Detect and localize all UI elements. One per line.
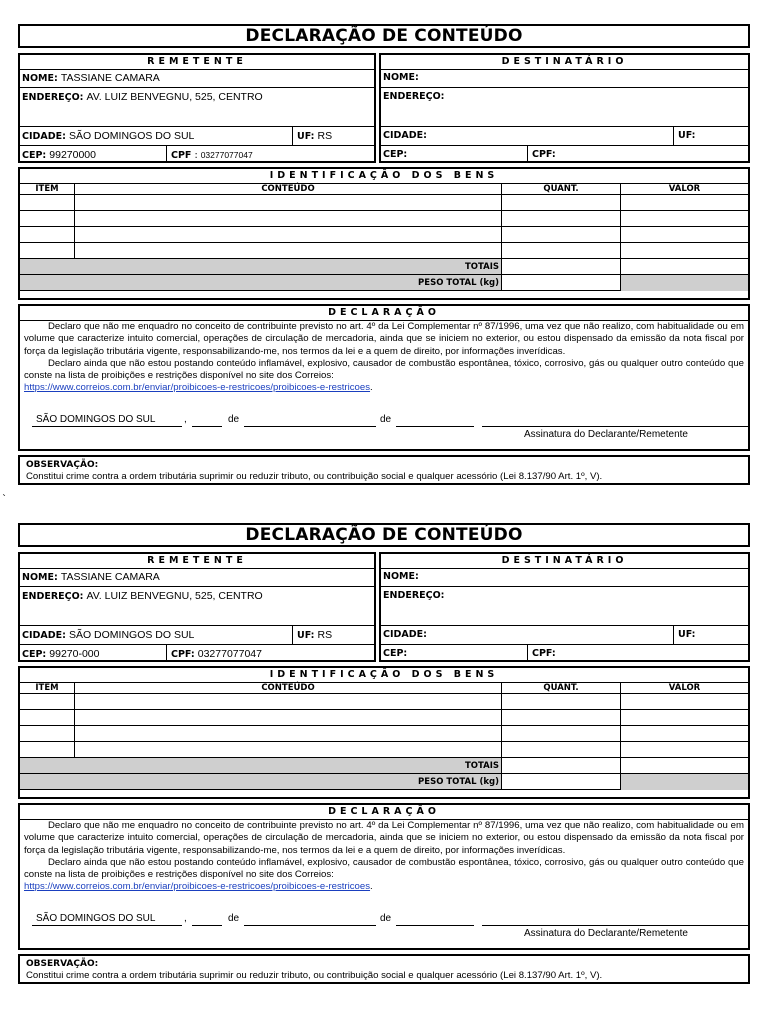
goods-section [18,167,750,300]
recipient-city-row[interactable] [381,127,748,146]
declaration-paragraph-2: Declaro ainda que não estou postando conteúdo inflamável, explosivo, causador de combustão espontânea, tóxico, corrosivo, gás ou qualquer outro conteúdo que conste na lista de proibições e restrições disponível no site dos Correios: [24,856,744,881]
recipient-uf-label: UF: [678,130,696,141]
table-row[interactable] [20,726,748,742]
sender-section [18,552,376,662]
weight-label: PESO TOTAL (kg) [20,774,502,790]
sender-cep-label: CEP: [22,649,47,660]
declaration-text: Declaro que não me enquadro no conceito de contribuinte previsto no art. 4º da Lei Complementar nº 87/1996, uma vez que não realizo, com habitualidade ou em volume que caracterize intuito comercial, operações de circulação de mercadoria, ainda que se iniciem no exterior, ou estou dispensado da emissão da nota fiscal por força da legislação tributária vigente, responsabilizando-me, nos termos da lei e a quem de direito, por informações inverídicas. Declaro ainda que não estou postando conteúdo inflamável, explosivo, causador de combustão espontânea, tóxico, corrosivo, gás ou qualquer outro conteúdo que conste na lista de proibições e restrições disponível no site dos Correios: https://www.correios.com.br/enviar/proibicoes-e-restricoes/proibicoes-e-restricoes. [24,321,744,394]
recipient-name-label: NOME: [383,571,419,582]
recipient-cep-label: CEP: [383,648,408,659]
col-content: CONTEÚDO [75,682,502,694]
goods-header: IDENTIFICAÇÃO DOS BENS [20,169,748,184]
declaration-paragraph-1: Declaro que não me enquadro no conceito de contribuinte previsto no art. 4º da Lei Complementar nº 87/1996, uma vez que não realizo, com habitualidade ou em volume que caracterize intuito comercial, operações de circulação de mercadoria, ainda que se iniciem no exterior, ou estou dispensado da emissão da nota fiscal por força da legislação tributária vigente, responsabilizando-me, nos termos da lei e a quem de direito, por informações inverídicas. [24,321,744,357]
recipient-uf-label: UF: [678,629,696,640]
sender-uf-value: RS [317,130,333,142]
sender-cep-row[interactable]: CEP: 99270000 CPF : 03277077047 [20,146,374,163]
recipient-city-label: CIDADE: [383,629,427,640]
sender-city-row[interactable] [20,626,374,645]
table-row[interactable] [20,211,748,227]
goods-table [20,183,748,291]
sender-city-row[interactable] [20,127,374,146]
correios-link[interactable]: https://www.correios.com.br/enviar/proibicoes-e-restricoes/proibicoes-e-restricoes [24,881,371,893]
sender-uf-label: UF: [297,131,315,142]
de-1: de [228,913,240,924]
form-title: DECLARAÇÃO DE CONTEÚDO [18,24,750,48]
sender-cpf-value: 03277077047 [197,648,262,660]
recipient-cpf-label: CPF: [532,149,556,160]
recipient-city-row[interactable] [381,626,748,645]
sender-address-row[interactable] [20,88,374,127]
sender-name-value: TASSIANE CAMARA [60,72,160,84]
recipient-name-row[interactable] [381,69,748,88]
recipient-section [379,552,750,662]
recipient-header: DESTINATÁRIO [381,55,748,70]
col-value: VALOR [621,682,749,694]
signature-caption: Assinatura do Declarante/Remetente [524,928,688,939]
sender-cep-row[interactable] [20,645,374,662]
signature-line: SÃO DOMINGOS DO SUL , de de Assinatura do Declarante/Remetente [24,913,744,943]
col-item: ITEM [20,183,75,195]
sender-name-row[interactable] [20,69,374,88]
month-field[interactable] [244,913,376,926]
observation-section [18,954,750,984]
month-field[interactable] [244,414,376,427]
col-content: CONTEÚDO [75,183,502,195]
weight-value[interactable] [502,774,621,790]
sender-address-label: ENDEREÇO: [22,92,84,103]
totals-label: TOTAIS [20,758,502,774]
totals-quantity[interactable] [502,259,621,275]
goods-table [20,682,748,790]
recipient-cep-label: CEP: [383,149,408,160]
totals-label: TOTAIS [20,259,502,275]
sender-city-label: CIDADE: [22,131,66,142]
sender-name-label: NOME: [22,73,58,84]
sender-cpf-value: 03277077047 [200,150,253,160]
totals-quantity[interactable] [502,758,621,774]
observation-label: OBSERVAÇÃO: [26,460,99,470]
sender-uf-value: RS [317,629,333,641]
recipient-address-label: ENDEREÇO: [383,91,445,102]
sender-cpf-label: CPF: [171,649,195,660]
recipient-cep-row[interactable] [381,146,748,163]
sender-section [18,53,376,163]
table-row[interactable] [20,243,748,259]
correios-link[interactable]: https://www.correios.com.br/enviar/proibicoes-e-restricoes/proibicoes-e-restricoes [24,382,371,394]
recipient-section [379,53,750,163]
signature-line: SÃO DOMINGOS DO SUL , de de Assinatura do Declarante/Remetente [24,414,744,444]
declaration-text: Declaro que não me enquadro no conceito de contribuinte previsto no art. 4º da Lei Complementar nº 87/1996, uma vez que não realizo, com habitualidade ou em volume que caracterize intuito comercial, operações de circulação de mercadoria, ainda que se iniciem no exterior, ou estou dispensado da emissão da nota fiscal por força da legislação tributária vigente, responsabilizando-me, nos termos da lei e a quem de direito, por informações inverídicas. Declaro ainda que não estou postando conteúdo inflamável, explosivo, causador de combustão espontânea, tóxico, corrosivo, gás ou qualquer outro conteúdo que conste na lista de proibições e restrições disponível no site dos Correios: https://www.correios.com.br/enviar/proibicoes-e-restricoes/proibicoes-e-restricoes. [24,820,744,893]
year-field[interactable] [396,414,474,427]
weight-value[interactable] [502,275,621,291]
sender-address-row[interactable] [20,587,374,626]
recipient-name-label: NOME: [383,72,419,83]
day-field[interactable] [192,414,222,427]
sender-cep-value: 99270000 [49,149,96,161]
sender-name-value: TASSIANE CAMARA [60,571,160,583]
signature-field[interactable] [482,414,748,427]
observation-label: OBSERVAÇÃO: [26,959,99,969]
declaration-header: DECLARAÇÃO [20,805,748,820]
totals-value[interactable] [621,758,749,774]
declaration-paragraph-1: Declaro que não me enquadro no conceito de contribuinte previsto no art. 4º da Lei Complementar nº 87/1996, uma vez que não realizo, com habitualidade ou em volume que caracterize intuito comercial, operações de circulação de mercadoria, ainda que se iniciem no exterior, ou estou dispensado da emissão da nota fiscal por força da legislação tributária vigente, responsabilizando-me, nos termos da lei e a quem de direito, por informações inverídicas. [24,820,744,856]
sender-cpf-label: CPF [171,150,192,161]
observation-section [18,455,750,485]
sender-cep-label: CEP: [22,150,47,161]
sender-address-value: AV. LUIZ BENVEGNU, 525, CENTRO [86,590,263,602]
recipient-address-row[interactable] [381,587,748,626]
recipient-address-row[interactable] [381,88,748,127]
de-1: de [228,414,240,425]
sender-cep-value: 99270-000 [49,648,100,660]
declaration-section [18,803,750,950]
col-quantity: QUANT. [502,183,621,195]
table-row[interactable] [20,694,748,710]
goods-header: IDENTIFICAÇÃO DOS BENS [20,668,748,683]
table-row[interactable] [20,195,748,211]
sender-header: REMETENTE [20,55,374,70]
sender-city-value: SÃO DOMINGOS DO SUL [68,130,195,142]
signature-city[interactable]: SÃO DOMINGOS DO SUL [36,414,156,425]
weight-label: PESO TOTAL (kg) [20,275,502,291]
signature-city[interactable]: SÃO DOMINGOS DO SUL [36,913,156,924]
recipient-address-label: ENDEREÇO: [383,590,445,601]
col-quantity: QUANT. [502,682,621,694]
table-row[interactable] [20,742,748,758]
recipient-header: DESTINATÁRIO [381,554,748,569]
goods-section [18,666,750,799]
recipient-city-label: CIDADE: [383,130,427,141]
declaration-paragraph-2: Declaro ainda que não estou postando conteúdo inflamável, explosivo, causador de combustão espontânea, tóxico, corrosivo, gás ou qualquer outro conteúdo que conste na lista de proibições e restrições disponível no site dos Correios: [24,357,744,382]
table-row[interactable] [20,227,748,243]
totals-value[interactable] [621,259,749,275]
observation-text: Constitui crime contra a ordem tributária suprimir ou reduzir tributo, ou contribuição social e qualquer acessório (Lei 8.137/90 Art. 1º, V). [26,471,603,482]
col-value: VALOR [621,183,749,195]
observation-text: Constitui crime contra a ordem tributária suprimir ou reduzir tributo, ou contribuição social e qualquer acessório (Lei 8.137/90 Art. 1º, V). [26,970,603,981]
day-field[interactable] [192,913,222,926]
form-title: DECLARAÇÃO DE CONTEÚDO [18,523,750,547]
recipient-cpf-label: CPF: [532,648,556,659]
recipient-name-row[interactable] [381,568,748,587]
recipient-cep-row[interactable] [381,645,748,662]
year-field[interactable] [396,913,474,926]
sender-city-value: SÃO DOMINGOS DO SUL [68,629,195,641]
sender-name-label: NOME: [22,572,58,583]
de-2: de [380,913,392,924]
sender-header: REMETENTE [20,554,374,569]
signature-field[interactable] [482,913,748,926]
separator-mark: ` [2,494,7,505]
table-row[interactable] [20,710,748,726]
signature-caption: Assinatura do Declarante/Remetente [524,429,688,440]
sender-city-label: CIDADE: [22,630,66,641]
sender-uf-label: UF: [297,630,315,641]
sender-address-label: ENDEREÇO: [22,591,84,602]
sender-address-value: AV. LUIZ BENVEGNU, 525, CENTRO [86,91,263,103]
col-item: ITEM [20,682,75,694]
sender-name-row[interactable] [20,568,374,587]
declaration-section [18,304,750,451]
declaration-header: DECLARAÇÃO [20,306,748,321]
de-2: de [380,414,392,425]
